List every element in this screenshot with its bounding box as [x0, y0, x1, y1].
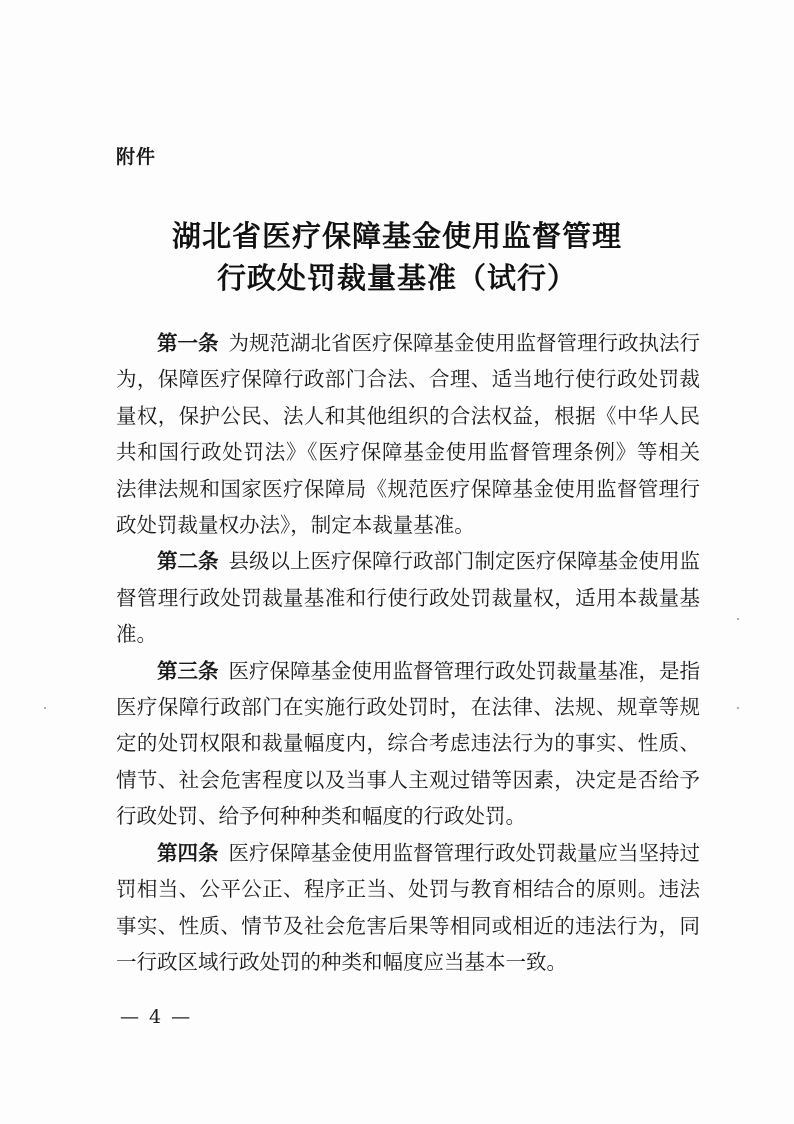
scan-speck: [737, 618, 739, 620]
document-body: [116, 325, 700, 980]
page-number: — 4 —: [120, 1006, 193, 1028]
article-3-text: 医疗保障基金使用监督管理行政处罚裁量基准，是指医疗保障行政部门在实施行政处罚时，在法律、法规、规章等规定的处罚权限和裁量幅度内，综合考虑违法行为的事实、性质、情节、社会危害程度以及当事人主观过错等因素，决定是否给予行政处罚、给予何种种类和幅度的行政处罚。: [116, 658, 700, 829]
article-4-text: 医疗保障基金使用监督管理行政处罚裁量应当坚持过罚相当、公平公正、程序正当、处罚与教育相结合的原则。违法事实、性质、情节及社会危害后果等相同或相近的违法行为，同一行政区域行政处罚的种类和幅度应当基本一致。: [116, 840, 700, 974]
scan-speck: [44, 707, 46, 709]
article-2: [116, 543, 700, 652]
article-4-number: 第四条: [157, 840, 219, 865]
article-1: [116, 325, 700, 543]
article-2-number: 第二条: [157, 549, 219, 574]
article-2-text: 县级以上医疗保障行政部门制定医疗保障基金使用监督管理行政处罚裁量基准和行使行政处罚裁量权，适用本裁量基准。: [116, 549, 700, 647]
scan-speck: [737, 707, 739, 709]
article-1-number: 第一条: [157, 331, 219, 355]
article-3-number: 第三条: [157, 658, 219, 683]
article-4: [116, 835, 700, 981]
document-title-line-1: 湖北省医疗保障基金使用监督管理: [171, 219, 622, 253]
document-title-line-2: 行政处罚裁量基准（试行）: [216, 261, 577, 295]
article-1-text: 为规范湖北省医疗保障基金使用监督管理行政执法行为，保障医疗保障行政部门合法、合理、适当地行使行政处罚裁量权，保护公民、法人和其他组织的合法权益，根据《中华人民共和国行政处罚法》《医疗保障基金使用监督管理条例》等相关法律法规和国家医疗保障局《规范医疗保障基金使用监督管理行政处罚裁量权办法》，制定本裁量基准。: [116, 331, 700, 538]
attachment-label: 附件: [116, 146, 157, 168]
article-3: [116, 653, 700, 835]
